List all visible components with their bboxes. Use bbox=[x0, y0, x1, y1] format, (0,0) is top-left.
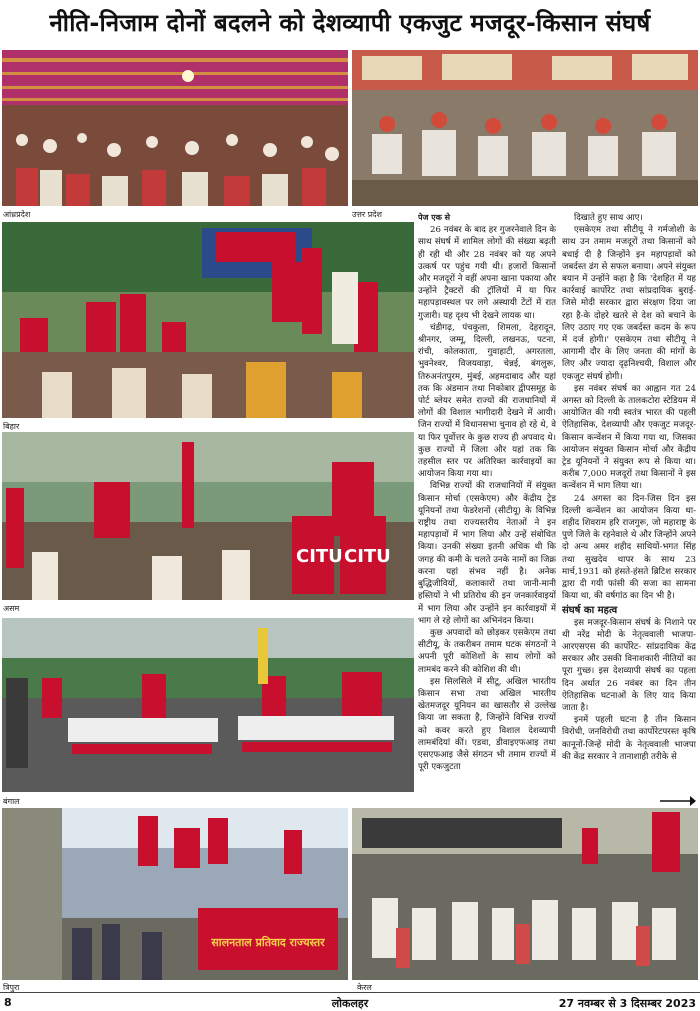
byline: पेज एक से bbox=[418, 213, 451, 222]
article-paragraph: दिखाते हुए साथ आए। bbox=[574, 213, 643, 223]
photo-bengal bbox=[2, 618, 414, 792]
col1-paragraphs bbox=[418, 224, 556, 773]
citu-banner-2: CITU bbox=[344, 546, 391, 567]
caption-tripura: त्रिपुरा bbox=[3, 983, 20, 992]
headline: नीति-निजाम दोनों बदलने को देशव्यापी एकजुट मजदूर-किसान संघर्ष bbox=[49, 9, 651, 37]
article-paragraph: कुछ अपवादों को छोड़कर एसकेएम तथा सीटीयू, के तकरीबन तमाम घटक संगठनों ने अपनी पूरी कोशिशों के साथ लोगों को लामबंद करने की कोशिश की थी। bbox=[418, 627, 556, 675]
caption-andhra: आंध्रप्रदेश bbox=[3, 210, 31, 219]
publication-name: लोकलहर bbox=[331, 997, 369, 1010]
photo-tripura bbox=[2, 808, 348, 980]
col2-paragraphs-b bbox=[562, 617, 696, 763]
article-paragraph: 26 नवंबर के बाद हर गुजरनेवाले दिन के साथ संघर्ष में शामिल लोगों की संख्या बढ़ती ही रही थी और 28 नवंबर को यह अपने उत्कर्ष पर पहुंच गयी थी। हजारों किसानों और मजदूरों ने वहीं अपना खाना पकाया और उन्होंने ट्रैक्टरों की ट्रॉलियों में या फिर महापड़ावस्थल पर लगे अस्थायी टेंटों में रात गुजारी। यह दृश्य भी देखने लायक था। bbox=[418, 225, 556, 321]
article-paragraph: इस सिलसिले में सीटू, अखिल भारतीय किसान सभा तथा अखिल भारतीय खेतमजदूर यूनियन का खासतौर से उल्लेख किया जा सकता है, जिन्होंने विभिन्न राज्यों को कवर करते हुए विशाल देशव्यापी लामबंदियां कीं। एडवा, डीवाइएफआइ तथा एसएफआइ जैसे संगठन भी तमाम राज्यों में पूरी एकजुटता bbox=[418, 676, 556, 773]
article-paragraph: इस नवंबर संघर्ष का आह्वान गत 24 अगस्त को दिल्ली के तालकटोरा स्टेडियम में आयोजित की गयी स्वतंत्र भारत की पहली ऐतिहासिक, देशव्यापी और एकजुट मजदूर-किसान कन्वेंशन में किया गया था, जिसका आयोजन संयुक्त किसान मोर्चा और केंद्रीय ट्रेड यूनियनों ने संयुक्त रूप से किया था। करीब 7,000 मजदूरों तथा किसानों ने इस कन्वेंशन में भाग लिया था। bbox=[562, 383, 696, 492]
page-number: 8 bbox=[4, 996, 12, 1009]
col2-paragraphs bbox=[562, 212, 696, 603]
article-column-1 bbox=[418, 212, 556, 794]
caption-bihar: बिहार bbox=[3, 422, 20, 431]
photo-andhra-pradesh bbox=[2, 50, 348, 206]
caption-bengal: बंगाल bbox=[3, 797, 20, 806]
citu-banner-1: CITU bbox=[296, 546, 343, 567]
caption-up: उत्तर प्रदेश bbox=[352, 210, 382, 219]
article-paragraph: 24 अगस्त का दिन-जिस दिन इस दिल्ली कन्वेंशन का आयोजन किया था-शहीद शिवराम हरि राजगुरू, जो महाराष्ट्र के पुणे जिले के रहनेवाले थे और जिन्होंने अपने दो अन्य अमर शहीद साथियों-भगत सिंह तथा सुखदेव थापर के साथ 23 मार्च,1931 को हंसते-हंसते ब्रिटिश सरकार द्वारा दी गयी फांसी की सजा का सामना किया था, की वर्षगांठ का दिन भी है। bbox=[562, 493, 696, 602]
article-paragraph: चंडीगढ़, पंचकूला, शिमला, देहरादून, श्रीनगर, जम्मू, दिल्ली, लखनऊ, पटना, रांची, कोलकाता, गुवाहाटी, अगरतला, भुवनेश्वर, विजयवाड़ा, चेन्नई, बंगलुरू, तिरुअनंतपुरम, मुंबई, अहमदाबाद और यहां तक कि अंडमान तथा निकोबार द्वीपसमूह के पोर्ट ब्लेयर समेत राज्यों की राजधानियों में लोगों की विशाल भागीदारी देखने में आयी। जिन राज्यों में विधानसभा चुनाव हो रहे थे, वे या फिर पूर्वोत्तर के कुछ राज्य ही अपवाद थे। कुछ राज्यों में जिला और यहां तक कि तहसील स्तर पर अतिरिक्त कार्रवाइयों का आयोजन किया गया था। bbox=[418, 322, 556, 480]
footer bbox=[0, 992, 700, 1011]
article-paragraph: विभिन्न राज्यों की राजधानियों में संयुक्त किसान मोर्चा (एसकेएम) और केंद्रीय ट्रेड यूनियनों तथा फेडरेशनों (सीटीयू) के विभिन्न राष्ट्रीय तथा राज्यस्तरीय नेताओं ने इन महापड़ावों में भाग लिया और उन्हें संबोधित किया। उनकी संख्या इतनी अधिक थी कि जगह की कमी के चलते उनके नामों का जिक्र करना यहां संभव नहीं है। अनेक बुद्धिजीवियों, कलाकारों तथा जानी-मानी हस्तियों ने भी प्रतिरोध की इन जनकार्रवाइयों में भाग लिया और उन्होंने इन कार्रवाइयों में भाग ले रहे लोगों का अभिनंदन किया। bbox=[418, 481, 556, 626]
tripura-banner-text: सालनताल प्रतिवाद राज्यस्तर bbox=[211, 936, 325, 949]
photo-kerala bbox=[352, 808, 698, 980]
article-paragraph: इस मजदूर-किसान संघर्ष के निशाने पर थी नरेंद्र मोदी के नेतृत्ववाली भाजपा-आरएसएस की कार्पोरेट- सांप्रदायिक केंद्र सरकार और उसकी विनाशकारी नीतियों का पूरा गुच्छ। इस देशव्यापी संघर्ष का पहला दिन अर्थात 26 नवंबर का दिन तीन ऐतिहासिक घटनाओं के लिए याद किया जाता है। bbox=[562, 617, 696, 713]
continue-arrow-icon bbox=[660, 795, 696, 807]
subhead: संघर्ष का महत्व bbox=[562, 604, 618, 616]
issue-date: 27 नवम्बर से 3 दिसम्बर 2023 bbox=[558, 997, 696, 1010]
caption-kerala: केरल bbox=[357, 983, 372, 992]
article-paragraph: एसकेएम तथा सीटीयू ने गर्मजोशी के साथ उन तमाम मजदूरों तथा किसानों को बधाई दी है जिन्होंने इन महापड़ावों को जबर्दस्त ढंग से सफल बनाया। अपने संयुक्त बयान में उन्होंने कहा है कि 'देशहित में यह कार्रवाई कार्पोरेट तथा सांप्रदायिक बुराई-जिसे मोदी सरकार द्वारा संरक्षण दिया जा रहा है-के दोहरे खतरे से देश को बचाने के लिए उठाए गए एक जबर्दस्त कदम के रूप में दर्ज होगी।' एसकेएम तथा सीटीयू ने आगामी दौर के लिए जनता की मांगों के लिए और ज्यादा दृढ़निश्चयी, विशाल और एकजुट संघर्ष होगी। bbox=[562, 225, 696, 382]
photo-uttar-pradesh bbox=[352, 50, 698, 206]
caption-assam: असम bbox=[3, 604, 20, 613]
photo-bihar bbox=[2, 222, 414, 418]
article-paragraph: इनमें पहली घटना है तीन किसान विरोधी, जनविरोधी तथा कार्पोरेटपरस्त कृषि कानूनों-जिन्हें मोदी के नेतृत्ववाली भाजपा की केंद्र सरकार ने तानाशाही तरीके से bbox=[562, 715, 696, 762]
article-column-2 bbox=[562, 212, 696, 794]
photo-assam bbox=[2, 432, 414, 600]
